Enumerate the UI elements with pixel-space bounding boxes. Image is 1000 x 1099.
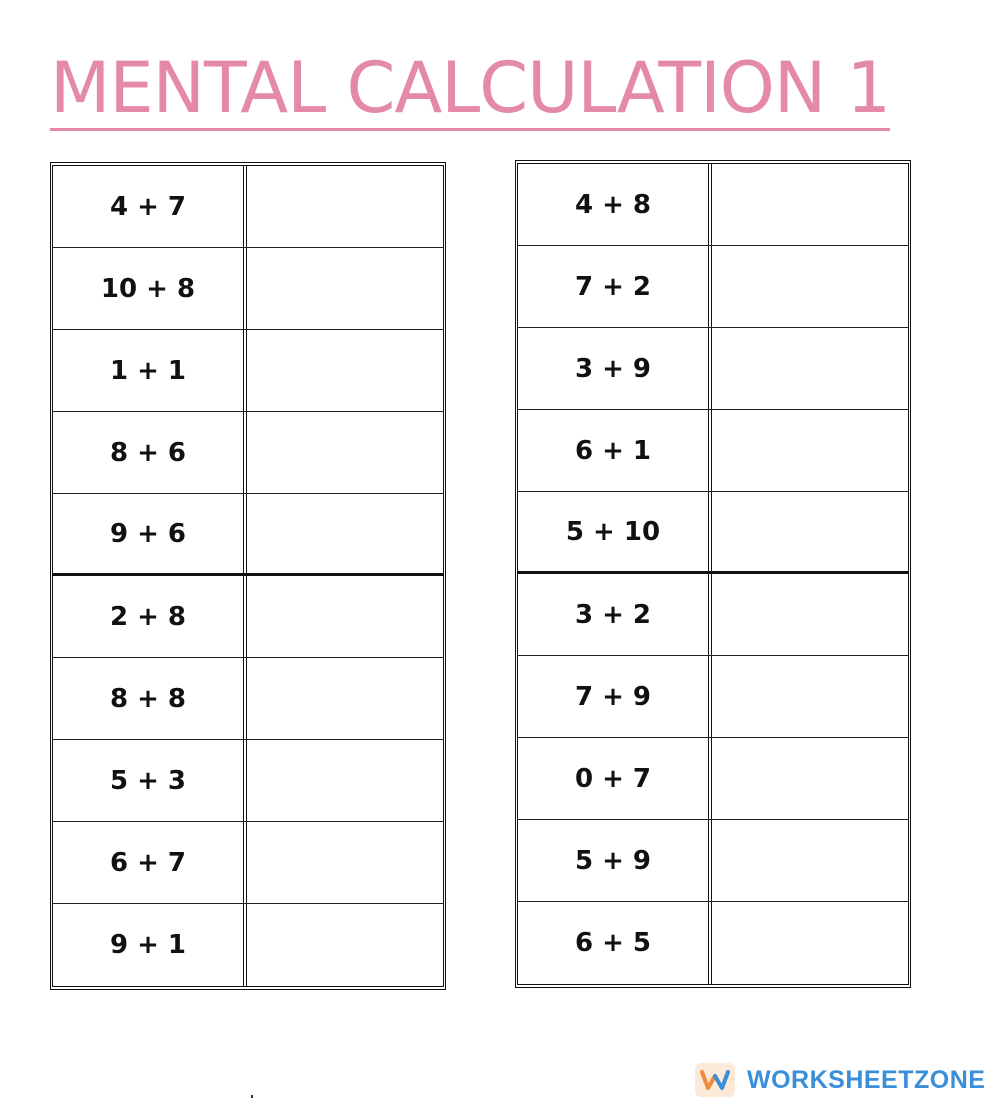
table-row [518, 738, 908, 820]
answer-cell[interactable] [247, 330, 443, 411]
table-row [518, 574, 908, 656]
answer-cell[interactable] [712, 574, 908, 655]
table-row [518, 492, 908, 574]
stray-dot [251, 1095, 253, 1098]
problem-cell: 4 + 7 [53, 166, 247, 247]
answer-cell[interactable] [712, 656, 908, 737]
table-row [518, 246, 908, 328]
problem-cell: 1 + 1 [53, 330, 247, 411]
page-title-text: MENTAL CALCULATION 1 [50, 47, 891, 129]
problem-cell: 4 + 8 [518, 164, 712, 245]
table-row [53, 822, 443, 904]
answer-cell[interactable] [712, 246, 908, 327]
table-row [53, 904, 443, 986]
answer-cell[interactable] [247, 904, 443, 986]
answer-cell[interactable] [712, 902, 908, 984]
problem-cell: 9 + 1 [53, 904, 247, 986]
answer-cell[interactable] [247, 822, 443, 903]
problem-cell: 7 + 2 [518, 246, 712, 327]
problem-cell: 10 + 8 [53, 248, 247, 329]
problem-cell: 6 + 1 [518, 410, 712, 491]
table-row [518, 410, 908, 492]
table-row [518, 902, 908, 984]
table-row [53, 248, 443, 330]
brand-logo[interactable] [695, 1062, 985, 1098]
table-row [53, 166, 443, 248]
problem-cell: 7 + 9 [518, 656, 712, 737]
problem-cell: 3 + 9 [518, 328, 712, 409]
brand-name: WORKSHEETZONE [747, 1065, 986, 1094]
problem-cell: 6 + 5 [518, 902, 712, 984]
table-row [53, 412, 443, 494]
answer-cell[interactable] [247, 248, 443, 329]
answer-cell[interactable] [712, 164, 908, 245]
problem-cell: 3 + 2 [518, 574, 712, 655]
problem-cell: 9 + 6 [53, 494, 247, 573]
problem-cell: 5 + 3 [53, 740, 247, 821]
right-problem-table [515, 160, 911, 988]
page-title [50, 48, 890, 131]
left-problem-table [50, 162, 446, 990]
answer-cell[interactable] [247, 658, 443, 739]
answer-cell[interactable] [247, 740, 443, 821]
answer-cell[interactable] [712, 328, 908, 409]
table-row [518, 328, 908, 410]
answer-cell[interactable] [712, 820, 908, 901]
problem-cell: 8 + 6 [53, 412, 247, 493]
answer-cell[interactable] [247, 412, 443, 493]
table-row [53, 494, 443, 576]
table-row [53, 740, 443, 822]
answer-cell[interactable] [247, 166, 443, 247]
table-row [53, 658, 443, 740]
worksheetzone-logo-icon [695, 1063, 735, 1097]
answer-cell[interactable] [247, 576, 443, 657]
answer-cell[interactable] [712, 492, 908, 571]
answer-cell[interactable] [247, 494, 443, 573]
answer-cell[interactable] [712, 410, 908, 491]
problem-cell: 8 + 8 [53, 658, 247, 739]
table-row [518, 656, 908, 738]
table-row [518, 820, 908, 902]
table-row [518, 164, 908, 246]
table-row [53, 576, 443, 658]
problem-cell: 0 + 7 [518, 738, 712, 819]
problem-cell: 5 + 9 [518, 820, 712, 901]
problem-cell: 2 + 8 [53, 576, 247, 657]
answer-cell[interactable] [712, 738, 908, 819]
problem-cell: 6 + 7 [53, 822, 247, 903]
table-row [53, 330, 443, 412]
problem-cell: 5 + 10 [518, 492, 712, 571]
